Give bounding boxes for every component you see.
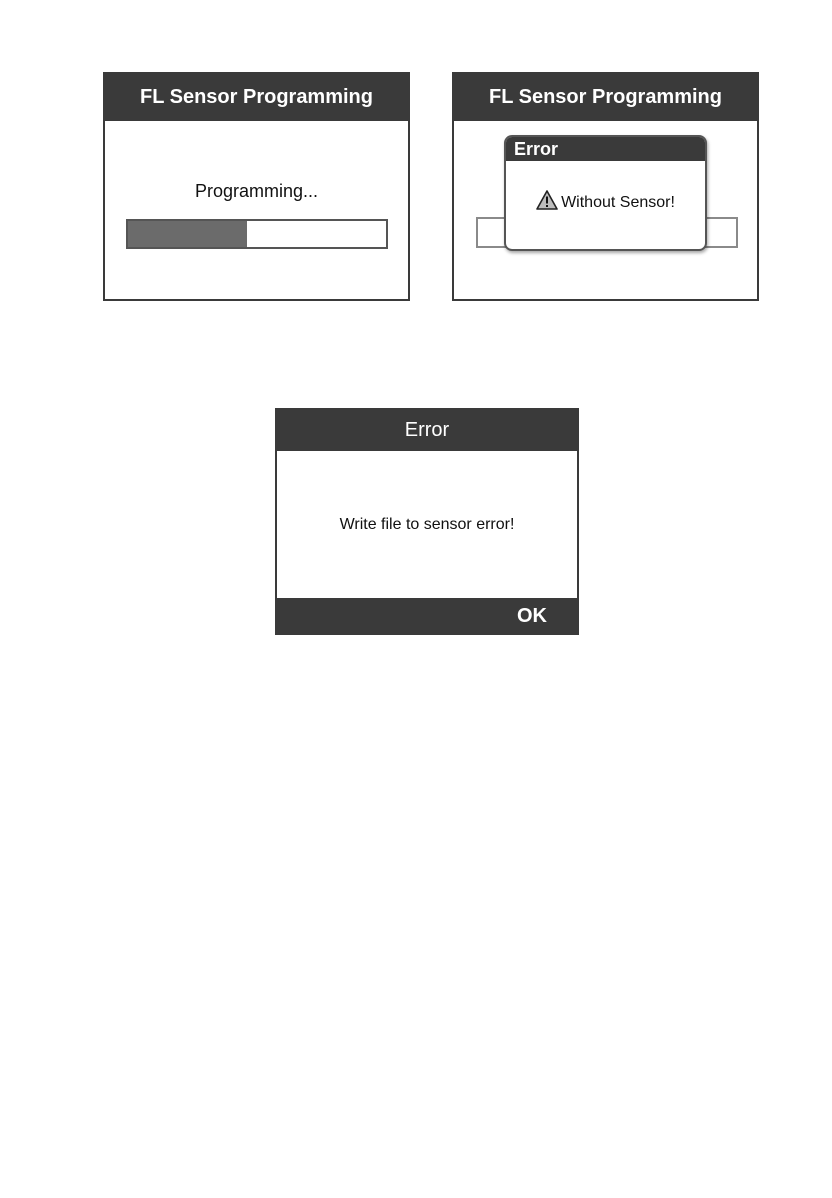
warning-triangle-icon — [536, 190, 558, 210]
write-error-title: Error — [277, 410, 577, 451]
write-error-screen — [275, 408, 579, 635]
error-dialog — [504, 135, 707, 251]
progress-bar — [126, 219, 388, 249]
sensor-error-screen — [452, 72, 759, 301]
programming-title: FL Sensor Programming — [105, 74, 408, 121]
error-dialog-title: Error — [506, 137, 705, 161]
sensor-error-screen-title: FL Sensor Programming — [454, 74, 757, 121]
error-dialog-message-row — [506, 190, 705, 212]
error-dialog-message: Without Sensor! — [561, 194, 675, 211]
write-error-message: Write file to sensor error! — [339, 516, 515, 533]
progress-bar-fill — [128, 221, 247, 247]
programming-status-text: Programming... — [194, 181, 319, 201]
ok-button[interactable]: OK — [517, 605, 547, 627]
programming-screen — [103, 72, 410, 301]
bottom-button-bar — [277, 598, 577, 633]
